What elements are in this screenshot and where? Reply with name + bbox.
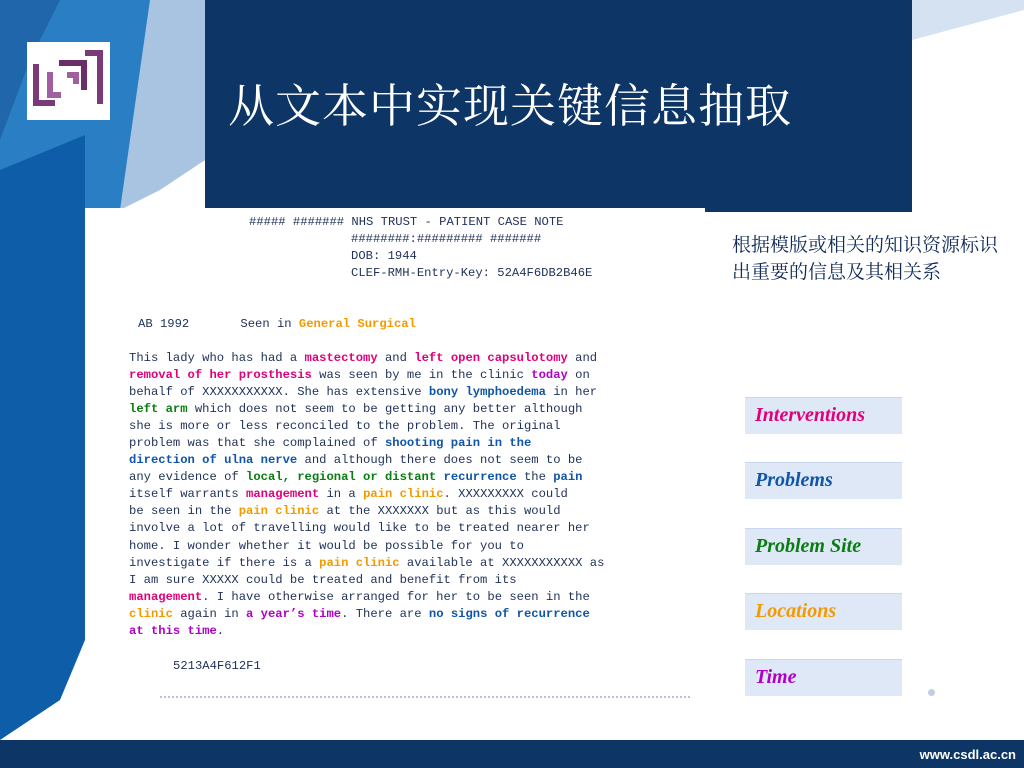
note-text: and <box>567 351 598 365</box>
annotated-phrase: no signs of recurrence <box>428 606 590 621</box>
note-text: problem was that she complained of <box>129 436 385 451</box>
note-body-line <box>129 469 689 486</box>
note-text: . I have otherwise arranged for her to be seen in the <box>202 589 590 604</box>
annotated-phrase: clinic <box>129 606 173 621</box>
note-body-line <box>129 384 689 401</box>
note-text: the <box>516 470 554 485</box>
slide-title: 从文本中实现关键信息抽取 <box>228 79 792 133</box>
note-text: . XXXXXXXXX could <box>443 487 568 502</box>
note-body-line <box>129 435 689 452</box>
csdl-logo-icon <box>27 42 110 120</box>
note-body-line <box>129 367 689 384</box>
annotated-phrase: pain clinic <box>319 555 400 570</box>
slide-description: 根据模版或相关的知识资源标识出重要的信息及其相关系 <box>732 234 999 283</box>
note-body-line <box>129 538 689 555</box>
note-body-line <box>129 418 689 435</box>
annotated-phrase: shooting pain in the <box>384 436 532 451</box>
footer-bar <box>0 740 1024 768</box>
note-text: which does not seem to be getting any better although <box>187 402 583 417</box>
annotated-phrase: bony lymphoedema <box>428 385 546 400</box>
note-text: available at XXXXXXXXXXX as <box>399 555 605 570</box>
note-text: . <box>216 623 225 638</box>
logo <box>27 42 110 120</box>
annotated-phrase: a year’s time <box>246 606 342 621</box>
annotated-phrase: pain clinic <box>238 504 320 519</box>
note-text: behalf of XXXXXXXXXXX. She has extensive <box>129 385 429 400</box>
note-body-line <box>129 572 689 589</box>
annotated-phrase: management <box>246 487 320 502</box>
note-text: This lady who has had a <box>129 351 305 365</box>
note-body-line <box>129 350 689 367</box>
note-text: and although there does not seem to be <box>297 453 583 468</box>
note-body-line <box>129 589 689 606</box>
annotated-phrase: left open capsulotomy <box>414 351 568 365</box>
note-body-line <box>129 555 689 572</box>
annotated-phrase: management <box>129 589 203 604</box>
note-text: and <box>377 351 415 365</box>
decor-dot <box>928 689 935 696</box>
note-body-line <box>129 452 689 469</box>
annotated-phrase: recurrence <box>443 470 517 485</box>
annotated-phrase: today <box>531 368 568 383</box>
legend-item <box>745 462 902 499</box>
legend-item <box>745 659 902 696</box>
annotated-phrase: left arm <box>129 402 188 417</box>
footer-url: www.csdl.ac.cn <box>919 747 1016 762</box>
annotated-phrase: pain clinic <box>363 487 444 502</box>
annotated-phrase: pain <box>553 470 583 485</box>
note-text: on <box>567 368 590 383</box>
note-text: itself warrants <box>129 487 247 502</box>
annotated-phrase: local, regional or distant <box>246 470 437 485</box>
legend-label: Time <box>755 666 797 688</box>
note-body-line <box>129 486 689 503</box>
note-text: was seen by me in the clinic <box>311 368 532 383</box>
annotated-phrase: mastectomy <box>304 351 378 365</box>
note-text: any evidence of <box>129 470 247 485</box>
note-body <box>129 350 689 640</box>
note-text: . There are <box>341 606 429 621</box>
legend-item <box>745 528 902 565</box>
note-text: investigate if there is a <box>129 555 320 570</box>
note-text: again in <box>172 606 247 621</box>
legend-label: Problem Site <box>755 535 862 557</box>
legend-label: Interventions <box>755 404 866 426</box>
note-text: she is more or less reconciled to the problem. The original <box>129 419 561 434</box>
note-text <box>436 470 443 484</box>
note-seen-line <box>138 317 416 331</box>
legend-label: Problems <box>755 469 833 491</box>
note-header-line2: ########:######### ####### <box>351 232 542 246</box>
note-body-line <box>129 623 689 640</box>
note-header-dob: DOB: 1944 <box>351 249 417 263</box>
note-text: be seen in the <box>129 504 239 519</box>
note-header-entry-key: CLEF-RMH-Entry-Key: 52A4F6DB2B46E <box>351 266 593 280</box>
note-body-line <box>129 503 689 520</box>
note-header-line1: ##### ####### NHS TRUST - PATIENT CASE NOTE <box>249 215 564 229</box>
note-text: home. I wonder whether it would be possible for you to <box>129 538 524 553</box>
note-body-line <box>129 401 689 418</box>
note-text: at the XXXXXXX but as this would <box>319 504 561 519</box>
dotted-divider <box>160 694 690 698</box>
note-text: I am sure XXXXX could be treated and benefit from its <box>129 572 517 587</box>
seen-prefix: AB 1992 Seen in <box>138 317 299 331</box>
note-footer-key: 5213A4F612F1 <box>173 659 261 673</box>
legend-item <box>745 397 902 434</box>
note-text: in her <box>545 385 598 400</box>
note-text: in a <box>319 487 364 502</box>
seen-location: General Surgical <box>298 317 416 331</box>
legend-item <box>745 593 902 630</box>
legend-label: Locations <box>755 600 837 622</box>
annotated-phrase: removal of her prosthesis <box>129 368 312 383</box>
annotated-phrase: at this time <box>129 623 217 638</box>
note-text: involve a lot of travelling would like to be treated nearer her <box>129 521 590 536</box>
note-body-line <box>129 520 689 537</box>
note-body-line <box>129 606 689 623</box>
annotated-phrase: direction of ulna nerve <box>129 453 298 468</box>
